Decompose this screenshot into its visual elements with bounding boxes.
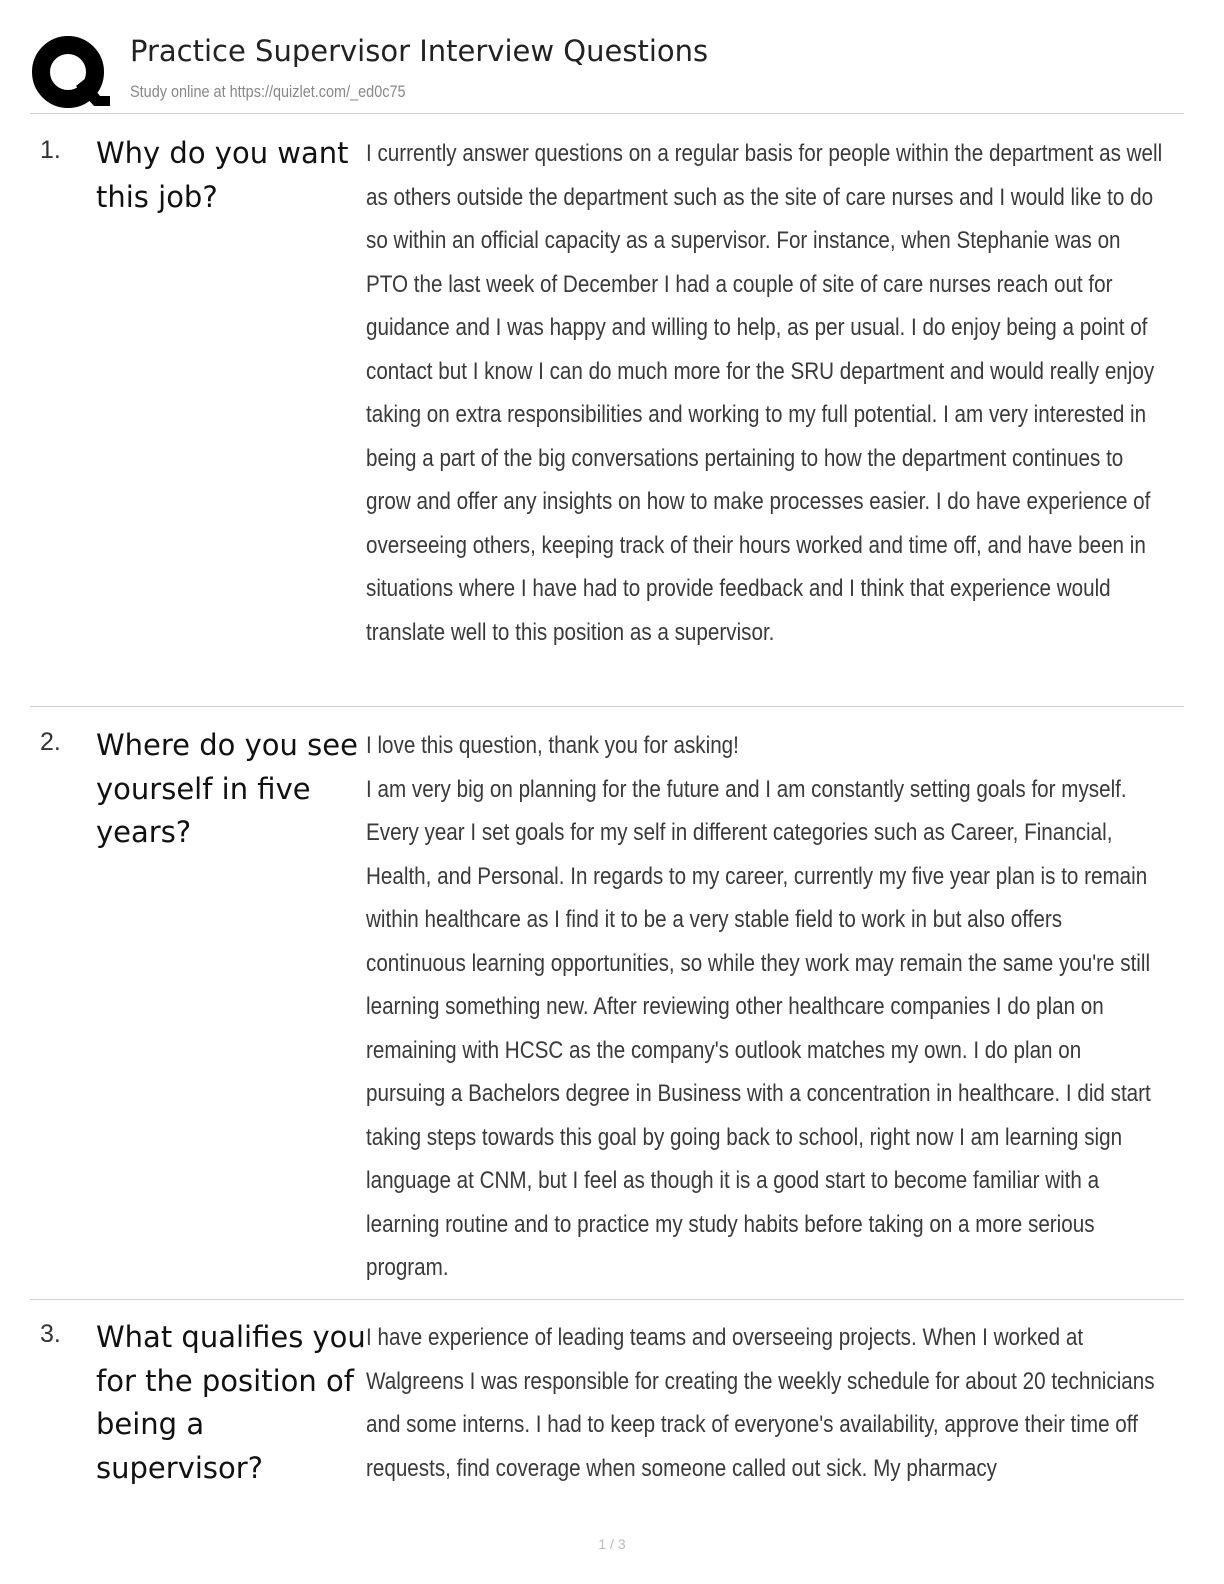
answer-text: I have experience of leading teams and overseeing projects. When I worked at Walgreens I was responsible for creating the weekly schedule for about 20 technicians and some interns. I had to keep track of everyone's availability, approve their time off requests, find coverage when someone called out sick. My pharmacy xyxy=(366,1324,1155,1482)
page-header xyxy=(30,30,1184,114)
item-number: 2. xyxy=(40,728,61,756)
page-number: 1 / 3 xyxy=(598,1536,626,1552)
item-number: 3. xyxy=(40,1320,61,1348)
answer-text: I love this question, thank you for asking! I am very big on planning for the future and I am constantly setting goals for myself. Every year I set goals for my self in different categories such as Career, Financial, Health, and Personal. In regards to my career, currently my five year plan is to remain within healthcare as I find it to be a very stable field to work in but also offers continuous learning opportunities, so while they work may remain the same you're still learning something new. After reviewing other healthcare companies I do plan on remaining with HCSC as the company's outlook matches my own. I do plan on pursuing a Bachelors degree in Business with a concentration in healthcare. I did start taking steps towards this goal by going back to school, right now I am learning sign language at CNM, but I feel as though it is a good start to become familiar with a learning routine and to practice my study habits before taking on a more serious program. xyxy=(366,732,1151,1281)
question-text: Where do you see yourself in five years? xyxy=(96,728,358,849)
quizlet-logo-icon xyxy=(30,34,110,114)
answer-text: I currently answer questions on a regular basis for people within the department as well as others outside the department such as the site of care nurses and I would like to do so within an official capacity as a supervisor. For instance, when Stephanie was on PTO the last week of December I had a couple of site of care nurses reach out for guidance and I was happy and willing to help, as per usual. I do enjoy being a point of contact but I know I can do much more for the SRU department and would really enjoy taking on extra responsibilities and working to my full potential. I am very interested in being a part of the big conversations pertaining to how the department continues to grow and offer any insights on how to make processes easier. I do have experience of overseeing others, keeping track of their hours worked and time off, and have been in situations where I have had to provide feedback and I think that experience would translate well to this position as a supervisor. xyxy=(366,140,1163,646)
study-online-link[interactable]: Study online at https://quizlet.com/_ed0c75 xyxy=(130,82,406,101)
question-text: What qualifies you for the position of being a supervisor? xyxy=(96,1320,366,1485)
divider xyxy=(30,706,1184,707)
divider xyxy=(30,113,1184,114)
divider xyxy=(30,1299,1184,1300)
question-text: Why do you want this job? xyxy=(96,136,349,214)
item-number: 1. xyxy=(40,136,61,164)
page-title: Practice Supervisor Interview Questions xyxy=(130,34,709,68)
